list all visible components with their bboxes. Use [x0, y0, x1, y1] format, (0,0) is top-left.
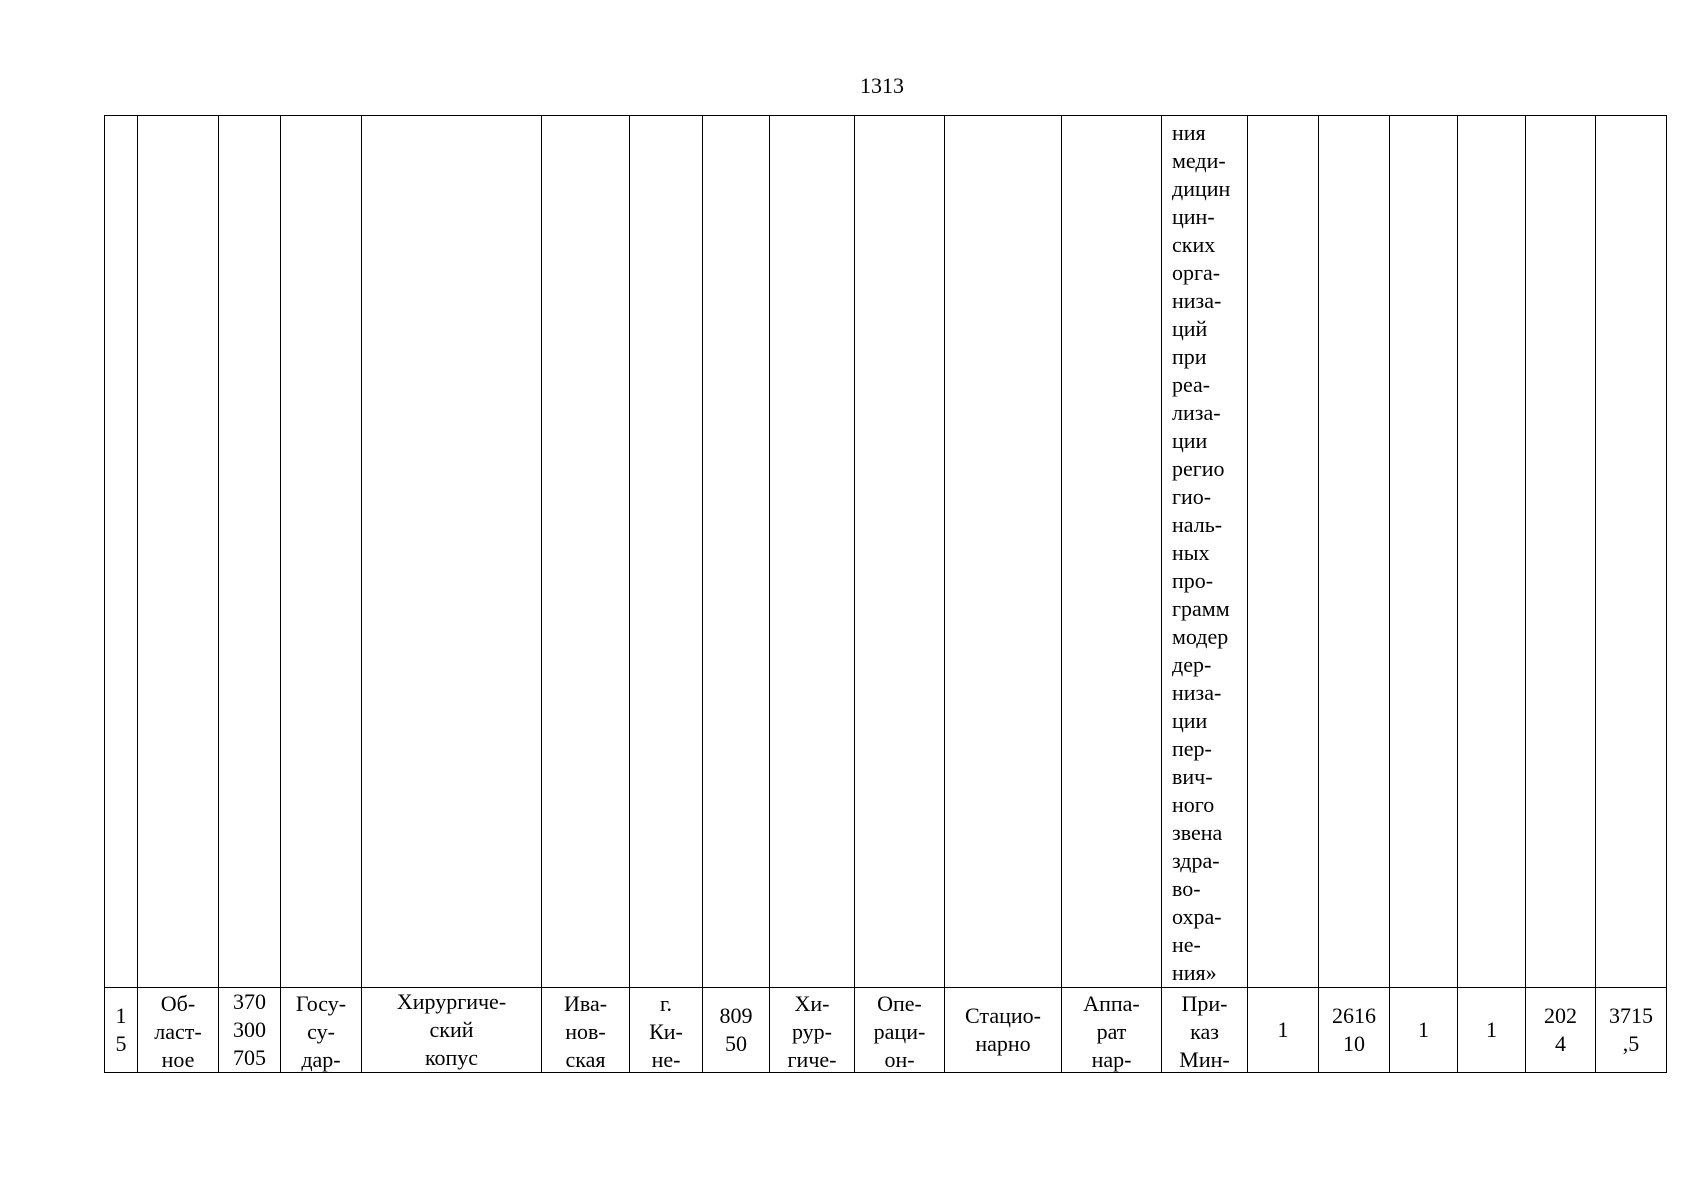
- cell-text-line: 370: [233, 989, 266, 1014]
- cell-text-line: ских: [1172, 232, 1216, 257]
- table-cell: [1458, 988, 1526, 1073]
- cell-text-line: регио: [1172, 456, 1225, 481]
- cell-text-line: ,5: [1622, 1031, 1640, 1056]
- cell-text-line: г.: [659, 991, 673, 1016]
- cell-empty: [1319, 116, 1390, 988]
- cell-text-line: нарно: [975, 1031, 1031, 1056]
- cell-text-line: низа-: [1172, 680, 1222, 705]
- cell-text-line: гиче-: [787, 1047, 837, 1072]
- cell-text-line: 2616: [1332, 1003, 1376, 1028]
- cell-text-line: гио-: [1172, 484, 1212, 509]
- cell-text-line: ская: [565, 1047, 606, 1072]
- cell-text-line: ное: [161, 1047, 195, 1072]
- cell-text-line: лиза-: [1172, 400, 1221, 425]
- cell-text-line: не-: [651, 1047, 681, 1072]
- cell-text-line: при: [1172, 344, 1207, 369]
- cell-text-line: 705: [233, 1045, 266, 1070]
- table-cell: [219, 988, 281, 1073]
- cell-text-line: 809: [719, 1003, 753, 1028]
- cell-empty: [138, 116, 219, 988]
- cell-text-line: Опе-: [877, 991, 922, 1016]
- cell-empty: [219, 116, 281, 988]
- cell-text-line: Ива-: [563, 991, 608, 1016]
- cell-empty: [105, 116, 138, 988]
- cell-text-line: звена: [1172, 820, 1223, 845]
- table-cell: [1248, 988, 1319, 1073]
- cell-text-line: 3715: [1609, 1003, 1653, 1028]
- cell-text-line: дицин: [1172, 176, 1231, 201]
- cell-text-line: ский: [429, 1017, 474, 1042]
- cell-text-line: орга-: [1172, 260, 1221, 285]
- cell-text-line: модер: [1172, 624, 1229, 649]
- table-cell: [1062, 988, 1162, 1073]
- cell-text-line: ции: [1172, 708, 1208, 733]
- cell-text-line: 50: [725, 1031, 747, 1056]
- cell-empty: [703, 116, 770, 988]
- cell-text-line: грамм: [1172, 596, 1230, 621]
- cell-text-line: ласт-: [154, 1019, 202, 1044]
- cell-text-line: 5: [115, 1031, 127, 1056]
- continued-text-cell: [1162, 116, 1248, 988]
- cell-text-line: вич-: [1172, 764, 1213, 789]
- cell-text-line: Аппа-: [1083, 991, 1140, 1016]
- table-cell: [1162, 988, 1248, 1073]
- cell-empty: [1458, 116, 1526, 988]
- table-cell: [1390, 988, 1458, 1073]
- cell-text-line: нов-: [565, 1019, 606, 1044]
- table-cell: [1319, 988, 1390, 1073]
- cell-text-line: пер-: [1172, 736, 1212, 761]
- cell-text-line: меди-: [1172, 148, 1226, 173]
- cell-empty: [1248, 116, 1319, 988]
- table-cell: [630, 988, 703, 1073]
- cell-text-line: здра-: [1172, 848, 1220, 873]
- cell-text-line: каз: [1190, 1019, 1219, 1044]
- cell-text-line: рат: [1096, 1019, 1127, 1044]
- cell-text-line: раци-: [873, 1019, 926, 1044]
- page-number: 1313: [860, 73, 904, 98]
- cell-empty: [855, 116, 945, 988]
- cell-empty: [770, 116, 855, 988]
- cell-empty: [1596, 116, 1667, 988]
- table-cell: [362, 988, 542, 1073]
- document-table: [104, 115, 1667, 1073]
- table-cell: [945, 988, 1062, 1073]
- cell-text-line: дер-: [1172, 652, 1212, 677]
- cell-text-line: низа-: [1172, 288, 1222, 313]
- cell-text-line: цин-: [1172, 204, 1215, 229]
- table-cell: [703, 988, 770, 1073]
- cell-text-line: При-: [1181, 991, 1228, 1016]
- table-cell: [770, 988, 855, 1073]
- cell-text-line: ния: [1172, 120, 1206, 145]
- cell-text-line: ных: [1172, 540, 1210, 565]
- cell-text-line: про-: [1172, 568, 1214, 593]
- table-cell: [1526, 988, 1596, 1073]
- cell-text-line: 10: [1343, 1031, 1365, 1056]
- cell-text-line: 1: [1486, 1017, 1497, 1042]
- table-cell: [281, 988, 362, 1073]
- cell-text-line: 300: [233, 1017, 266, 1042]
- table-cell: [105, 988, 138, 1073]
- cell-text-line: 202: [1544, 1003, 1577, 1028]
- cell-text-line: 1: [115, 1003, 127, 1028]
- cell-text-line: ции: [1172, 428, 1208, 453]
- cell-text-line: он-: [884, 1047, 915, 1072]
- cell-text-line: охра-: [1172, 904, 1222, 929]
- cell-text-line: Ки-: [649, 1019, 683, 1044]
- cell-text-line: Хи-: [794, 991, 830, 1016]
- cell-text-line: реа-: [1172, 372, 1211, 397]
- cell-empty: [542, 116, 630, 988]
- cell-text-line: копус: [424, 1045, 479, 1070]
- cell-text-line: рур-: [791, 1019, 833, 1044]
- cell-text-line: ного: [1172, 792, 1215, 817]
- cell-text-line: 4: [1555, 1031, 1566, 1056]
- cell-empty: [630, 116, 703, 988]
- cell-text-line: не-: [1172, 932, 1201, 957]
- cell-text-line: су-: [307, 1019, 335, 1044]
- table-cell: [138, 988, 219, 1073]
- cell-empty: [1390, 116, 1458, 988]
- cell-text-line: 1: [1277, 1017, 1289, 1042]
- cell-text-line: дар-: [301, 1047, 341, 1072]
- cell-empty: [945, 116, 1062, 988]
- entry-row: [105, 988, 1667, 1073]
- cell-text-line: 1: [1418, 1017, 1429, 1042]
- table-cell: [855, 988, 945, 1073]
- cell-empty: [1062, 116, 1162, 988]
- cell-empty: [362, 116, 542, 988]
- cell-text-line: ций: [1172, 316, 1208, 341]
- cell-empty: [1526, 116, 1596, 988]
- cell-text-line: Хирургиче-: [396, 989, 507, 1014]
- cell-text-line: Стацио-: [965, 1003, 1041, 1028]
- cell-text-line: нар-: [1091, 1047, 1132, 1072]
- cell-text-line: Об-: [160, 991, 196, 1016]
- table-cell: [1596, 988, 1667, 1073]
- cell-text-line: Госу-: [295, 991, 347, 1016]
- table-cell: [542, 988, 630, 1073]
- cell-empty: [281, 116, 362, 988]
- cell-text-line: во-: [1172, 876, 1201, 901]
- cell-text-line: наль-: [1172, 512, 1223, 537]
- continued-row: [105, 116, 1667, 988]
- cell-text-line: ния»: [1172, 960, 1217, 985]
- cell-text-line: Мин-: [1179, 1047, 1230, 1072]
